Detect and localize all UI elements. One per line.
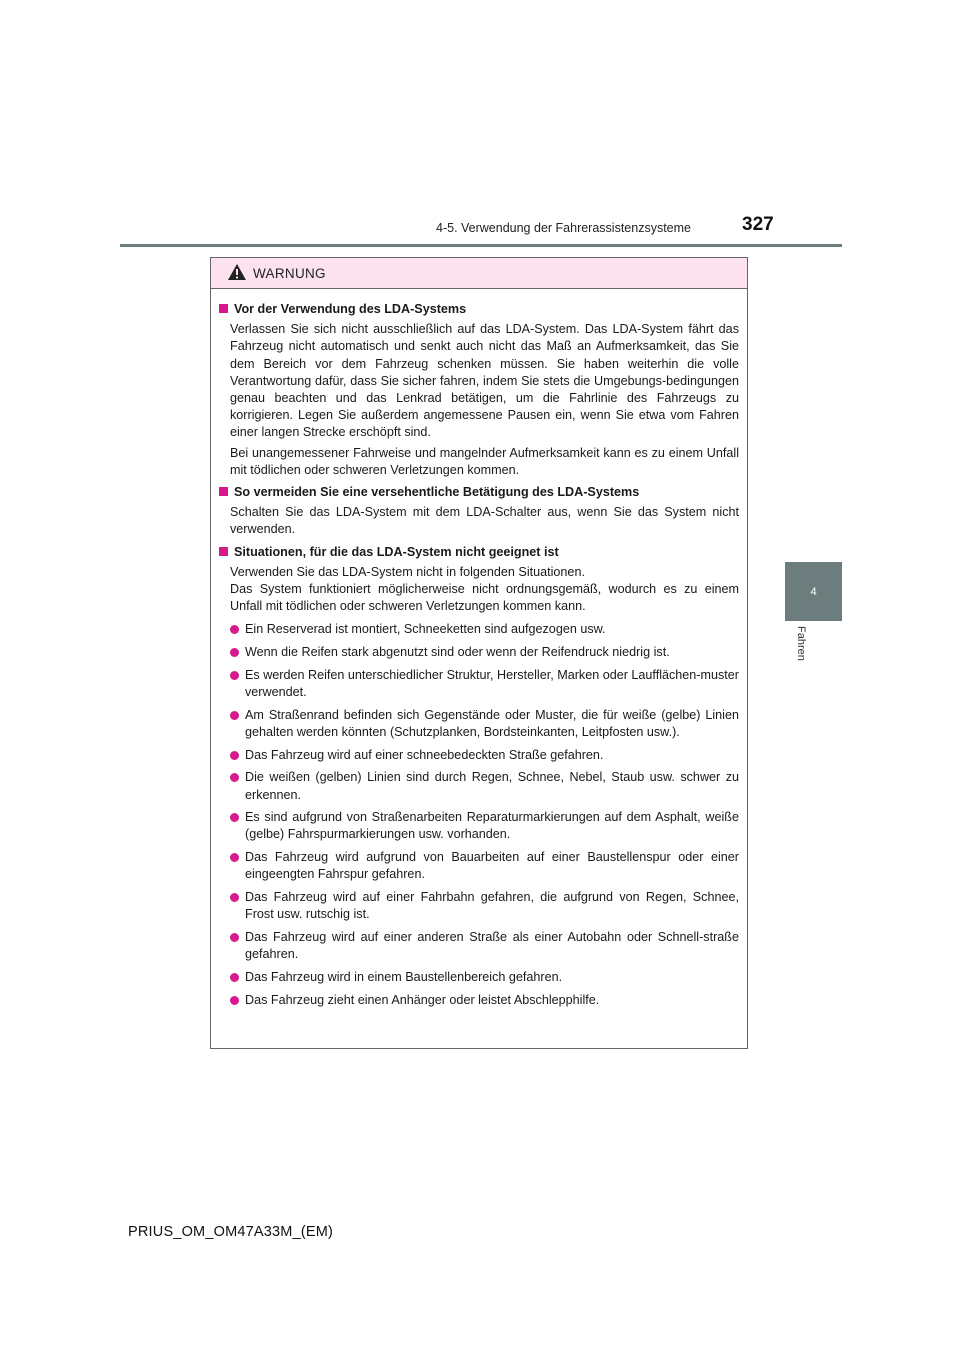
- list-item: [230, 667, 739, 701]
- list-item: [230, 769, 739, 803]
- list-item: [230, 969, 739, 986]
- warning-header: [211, 258, 747, 289]
- bullet-dot-icon: [230, 671, 239, 680]
- chapter-label: Fahren: [795, 626, 807, 661]
- list-item: [230, 644, 739, 661]
- list-item: [230, 621, 739, 638]
- chapter-number: 4: [810, 585, 817, 598]
- square-bullet-icon: [219, 487, 228, 496]
- section-paragraph: Verwenden Sie das LDA-System nicht in folgenden Situationen.: [230, 564, 585, 579]
- section-heading: Situationen, für die das LDA-System nicht geeignet ist: [234, 544, 559, 559]
- list-item-text: Das Fahrzeug wird aufgrund von Bauarbeiten auf einer Baustellenspur oder einer eingeengten Fahrspur gefahren.: [245, 850, 739, 882]
- list-item-text: Ein Reserverad ist montiert, Schneeketten sind aufgezogen usw.: [245, 622, 606, 637]
- list-item: [230, 747, 739, 764]
- warning-section: [219, 301, 739, 479]
- list-item: [230, 809, 739, 843]
- warning-title: WARNUNG: [253, 265, 326, 281]
- square-bullet-icon: [219, 304, 228, 313]
- section-paragraph: Schalten Sie das LDA-System mit dem LDA-Schalter aus, wenn Sie das System nicht verwenden.: [230, 505, 739, 537]
- section-paragraph: Das System funktioniert möglicherweise nicht ordnungsgemäß, wodurch es zu einem Unfall mit tödlichen oder schweren Verletzungen kommen kann.: [230, 582, 739, 614]
- warning-triangle-icon: [227, 263, 247, 281]
- list-item-text: Am Straßenrand befinden sich Gegenstände oder Muster, die für weiße (gelbe) Linien gehalten werden könnten (Schutzplanken, Bordsteinkanten, Leitpfosten usw.).: [245, 707, 739, 739]
- list-item: [230, 849, 739, 883]
- section-heading: Vor der Verwendung des LDA-Systems: [234, 302, 467, 316]
- list-item-text: Es werden Reifen unterschiedlicher Struktur, Hersteller, Marken oder Laufflächen-muster verwendet.: [245, 667, 739, 700]
- section-heading: So vermeiden Sie eine versehentliche Betätigung des LDA-Systems: [234, 485, 640, 500]
- bullet-dot-icon: [230, 853, 239, 862]
- list-item-text: Das Fahrzeug wird auf einer Fahrbahn gefahren, die aufgrund von Regen, Schnee, Frost usw. rutschig ist.: [245, 890, 739, 922]
- square-bullet-icon: [219, 547, 228, 556]
- page-number: 327: [742, 214, 774, 235]
- section-paragraph: Bei unangemessener Fahrweise und mangelnder Aufmerksamkeit kann es zu einem Unfall mit tödlichen oder schweren Verletzungen kommen.: [230, 445, 739, 477]
- warning-body: [211, 289, 747, 1024]
- bullet-dot-icon: [230, 625, 239, 634]
- warning-box: [210, 257, 748, 1049]
- section-title: 4-5. Verwendung der Fahrerassistenzsysteme: [436, 221, 691, 235]
- list-item: [230, 707, 739, 741]
- bullet-dot-icon: [230, 751, 239, 760]
- list-item-text: Das Fahrzeug wird in einem Baustellenbereich gefahren.: [245, 969, 563, 984]
- bullet-dot-icon: [230, 973, 239, 982]
- warning-section: [219, 544, 739, 1009]
- bullet-dot-icon: [230, 813, 239, 822]
- list-item-text: Das Fahrzeug zieht einen Anhänger oder leistet Abschlepphilfe.: [245, 992, 600, 1007]
- list-item: [230, 992, 739, 1009]
- bullet-list: [219, 621, 739, 1008]
- header-divider: [120, 244, 842, 247]
- document-code: PRIUS_OM_OM47A33M_(EM): [128, 1224, 334, 1240]
- list-item-text: Es sind aufgrund von Straßenarbeiten Reparaturmarkierungen auf dem Asphalt, weiße (gelbe) Fahrspurmarkierungen usw. vorhanden.: [245, 810, 739, 842]
- list-item: [230, 889, 739, 923]
- bullet-dot-icon: [230, 893, 239, 902]
- bullet-dot-icon: [230, 996, 239, 1005]
- bullet-dot-icon: [230, 711, 239, 720]
- list-item-text: Das Fahrzeug wird auf einer anderen Straße als einer Autobahn oder Schnell-straße gefahren.: [245, 930, 739, 962]
- list-item-text: Das Fahrzeug wird auf einer schneebedeckten Straße gefahren.: [245, 747, 604, 762]
- bullet-dot-icon: [230, 933, 239, 942]
- list-item-text: Wenn die Reifen stark abgenutzt sind oder wenn der Reifendruck niedrig ist.: [245, 645, 670, 660]
- list-item: [230, 929, 739, 963]
- section-paragraph: Verlassen Sie sich nicht ausschließlich auf das LDA-System. Das LDA-System fährt das Fahrzeug nicht automatisch und senkt auch nicht das Maß an Aufmerksamkeit, das Sie dem Bereich vor dem Fahrzeug schenken müssen. Sie haben weiterhin die volle Verantwortung dafür, dass Sie sicher fahren, indem Sie stets die Umgebungs-bedingungen genau beachten und das Lenkrad betätigen, um die Fahrlinie des Fahrzeugs zu korrigieren. Legen Sie außerdem angemessene Pausen ein, wenn Sie etwa vom Fahren einer langen Strecke erschöpft sind.: [230, 322, 739, 440]
- chapter-tab[interactable]: [785, 562, 842, 621]
- bullet-dot-icon: [230, 648, 239, 657]
- list-item-text: Die weißen (gelben) Linien sind durch Regen, Schnee, Nebel, Staub usw. schwer zu erkennen.: [245, 770, 739, 802]
- bullet-dot-icon: [230, 773, 239, 782]
- warning-section: [219, 484, 739, 539]
